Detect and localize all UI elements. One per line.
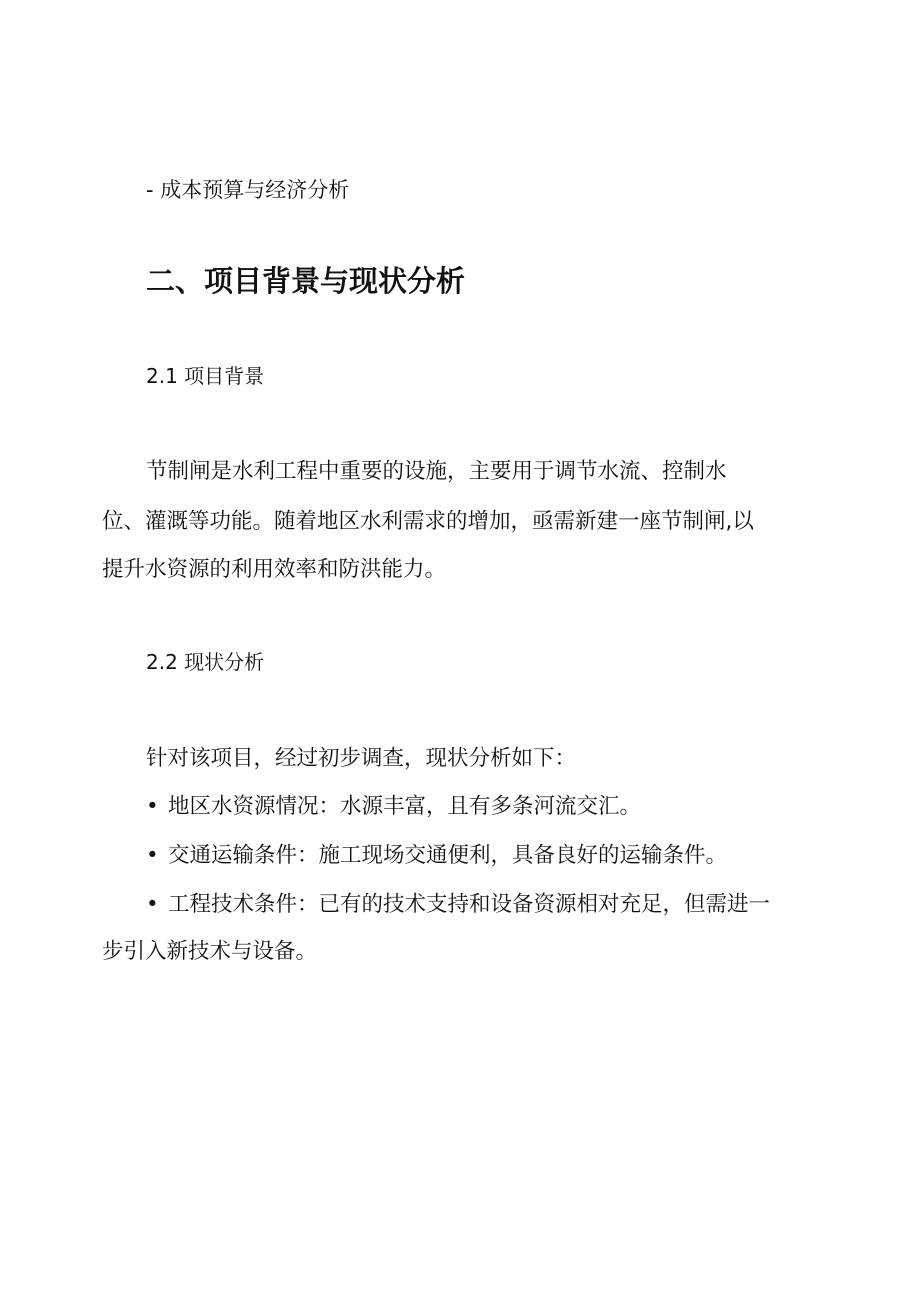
list-item <box>146 891 770 919</box>
bullet-icon: • <box>146 794 159 819</box>
paragraph-line: 节制闸是水利工程中重要的设施，主要用于调节水流、控制水 <box>146 459 727 484</box>
list-item-cost-budget: - 成本预算与经济分析 <box>146 178 350 202</box>
bullet-text: 工程技术条件：已有的技术支持和设备资源相对充足，但需进一 <box>168 892 771 917</box>
subsection-heading-background: 2.1 项目背景 <box>146 364 265 388</box>
bullet-icon: • <box>146 892 159 917</box>
list-item <box>146 842 727 870</box>
bullet-continuation: 步引入新技术与设备。 <box>102 939 318 964</box>
list-item <box>146 793 641 821</box>
paragraph-line: 提升水资源的利用效率和防洪能力。 <box>102 557 447 582</box>
bullet-text: 地区水资源情况：水源丰富，且有多条河流交汇。 <box>168 794 642 819</box>
paragraph-line: 位、灌溉等功能。随着地区水利需求的增加，亟需新建一座节制闸,以 <box>102 509 754 534</box>
intro-text: 针对该项目，经过初步调查，现状分析如下： <box>146 746 577 771</box>
bullet-text: 交通运输条件：施工现场交通便利，具备良好的运输条件。 <box>168 843 728 868</box>
section-title: 二、项目背景与现状分析 <box>146 264 466 298</box>
bullet-icon: • <box>146 843 159 868</box>
subsection-heading-status: 2.2 现状分析 <box>146 650 265 674</box>
